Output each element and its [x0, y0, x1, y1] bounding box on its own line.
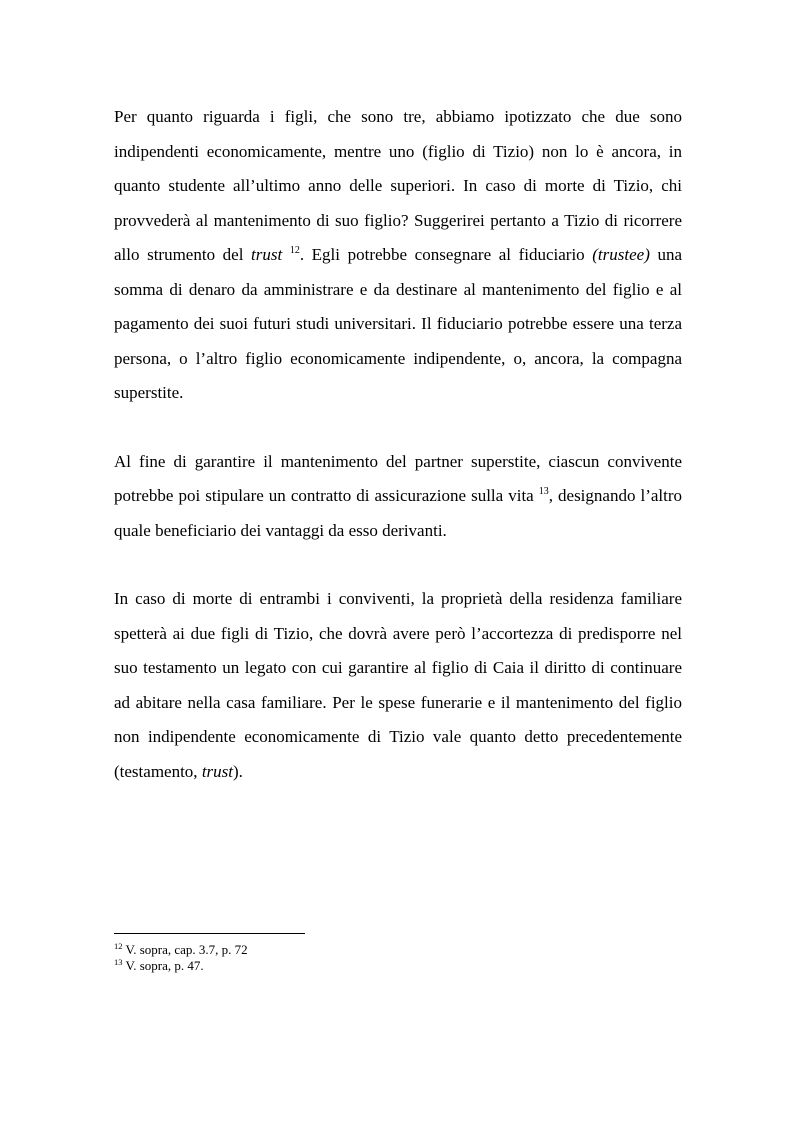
text-run	[282, 245, 290, 264]
italic-term-trust: trust	[251, 245, 283, 264]
footnote-12	[114, 942, 682, 958]
italic-term-trust: trust	[201, 761, 233, 781]
footnote-number: 13	[114, 957, 123, 967]
footnote-separator	[114, 933, 305, 934]
footnote-text: V. sopra, p. 47.	[122, 958, 204, 973]
footnote-number: 12	[114, 941, 123, 951]
footnote-ref-12[interactable]: 12	[289, 245, 300, 256]
text-run: , designando l’altro quale beneficiario dei vantaggi da esso derivanti.	[114, 486, 683, 540]
text-run: ).	[233, 761, 243, 781]
paragraph-2	[114, 445, 682, 549]
paragraph-1	[114, 100, 682, 411]
text-run: Al fine di garantire il mantenimento del partner superstite, ciascun convivente potrebbe poi stipulare un contratto di assicurazione sulla vita	[114, 451, 682, 505]
footnote-13	[114, 958, 682, 974]
footnote-ref-13[interactable]: 13	[538, 486, 549, 497]
text-run: una somma di denaro da amministrare e da destinare al mantenimento del figlio e al pagamento dei suoi futuri studi universitari. Il fiduciario potrebbe essere una terza persona, o l’altro figlio economicamente indipendente, o, ancora, la compagna superstite.	[114, 245, 682, 402]
text-run: Per quanto riguarda i figli, che sono tre, abbiamo ipotizzato che due sono indipendenti economicamente, mentre uno (figlio di Tizio) non lo è ancora, in quanto studente all’ultimo anno delle superiori. In caso di morte di Tizio, chi provvederà al mantenimento di suo figlio? Suggerirei pertanto a Tizio di ricorrere allo strumento del	[114, 107, 682, 264]
footnotes	[114, 942, 682, 974]
text-run: . Egli potrebbe consegnare al fiduciario	[299, 245, 593, 264]
paragraph-3	[114, 582, 682, 789]
document-body	[114, 100, 682, 789]
italic-term-trustee: (trustee)	[592, 245, 650, 264]
footnote-text: V. sopra, cap. 3.7, p. 72	[122, 942, 248, 957]
text-run: In caso di morte di entrambi i conviventi, la proprietà della residenza familiare spetterà ai due figli di Tizio, che dovrà avere però l’accortezza di predisporre nel suo testamento un legato con cui garantire al figlio di Caia il diritto di continuare ad abitare nella casa familiare. Per le spese funerarie e il mantenimento del figlio non indipendente economicamente di Tizio vale quanto detto precedentemente (testamento,	[114, 589, 682, 781]
